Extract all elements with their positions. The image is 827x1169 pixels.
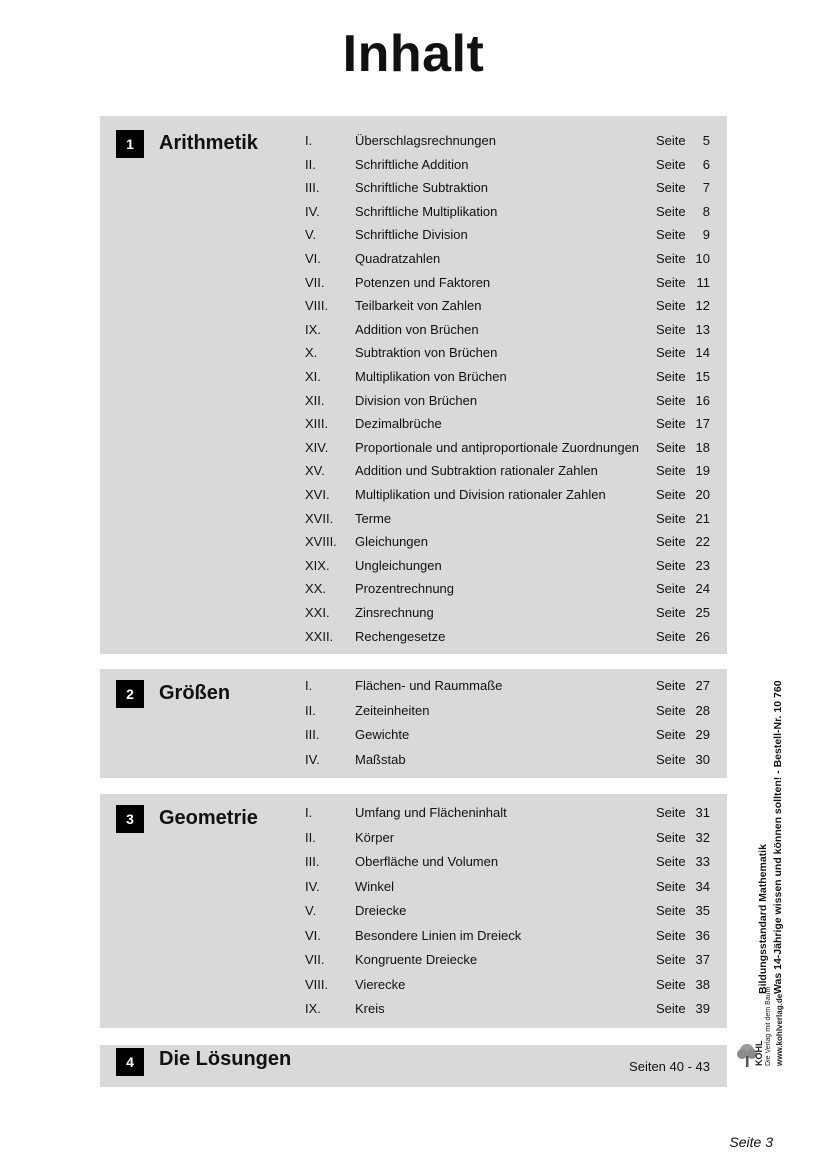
publisher-website: www.kohlverlag.de bbox=[775, 993, 784, 1066]
entry-number: VIII. bbox=[305, 298, 329, 314]
section-title: Größen bbox=[159, 682, 231, 704]
entry-seite-label: Seite bbox=[656, 854, 686, 869]
entry-topic: Addition und Subtraktion rationaler Zahlen bbox=[355, 463, 598, 479]
entry-topic: Schriftliche Multiplikation bbox=[355, 203, 498, 219]
entry-seite-label: Seite bbox=[656, 298, 686, 314]
entry-topic: Prozentrechnung bbox=[355, 581, 455, 597]
entry-number: IX. bbox=[305, 1001, 321, 1016]
entry-seite-label: Seite bbox=[656, 702, 686, 718]
entry-topic: Gleichungen bbox=[355, 534, 428, 550]
entry-seite-label: Seite bbox=[656, 227, 686, 243]
entry-topic: Kongruente Dreiecke bbox=[355, 952, 478, 967]
toc-entry bbox=[100, 320, 727, 340]
entry-page-number: 27 bbox=[695, 678, 710, 693]
entry-number: VI. bbox=[305, 251, 321, 266]
entry-page-number: 8 bbox=[702, 203, 710, 219]
entry-page-number: 25 bbox=[695, 605, 710, 620]
entry-seite-label: Seite bbox=[656, 751, 686, 767]
entry-number: VIII. bbox=[305, 976, 329, 992]
toc-entry bbox=[100, 273, 727, 293]
entry-topic: Multiplikation von Brüchen bbox=[355, 369, 507, 384]
toc-section bbox=[100, 669, 727, 778]
entry-topic: Gewichte bbox=[355, 727, 410, 742]
toc-entry bbox=[100, 485, 727, 505]
section-number-badge: 2 bbox=[116, 680, 144, 708]
entry-page-number: 26 bbox=[695, 628, 710, 644]
entry-number: V. bbox=[305, 227, 317, 243]
publisher-name: KOHL bbox=[754, 1040, 764, 1066]
entry-number: II. bbox=[305, 156, 316, 172]
toc-entry bbox=[100, 414, 727, 434]
entry-number: II. bbox=[305, 702, 316, 718]
entry-seite-label: Seite bbox=[656, 133, 686, 148]
entry-number: III. bbox=[305, 727, 320, 742]
section-number-badge: 1 bbox=[116, 130, 144, 158]
entry-topic: Terme bbox=[355, 510, 392, 526]
entry-page-number: 21 bbox=[695, 510, 710, 526]
entry-number: I. bbox=[305, 678, 313, 693]
entry-number: I. bbox=[305, 805, 313, 820]
entry-topic: Umfang und Flächeninhalt bbox=[355, 805, 507, 820]
entry-page-number: 23 bbox=[695, 557, 710, 573]
entry-page-number: 19 bbox=[695, 463, 710, 479]
entry-number: XIV. bbox=[305, 439, 329, 455]
entry-topic: Maßstab bbox=[355, 751, 406, 767]
toc-entry bbox=[100, 877, 727, 897]
entry-page-number: 37 bbox=[695, 952, 710, 967]
toc-entry bbox=[100, 999, 727, 1019]
toc-entry bbox=[100, 391, 727, 411]
entry-page-number: 7 bbox=[702, 180, 710, 196]
entry-page-number: 24 bbox=[695, 581, 710, 597]
toc-entry bbox=[100, 579, 727, 599]
entry-topic: Winkel bbox=[355, 878, 395, 894]
entry-topic: Dreiecke bbox=[355, 903, 407, 918]
entry-page-number: 28 bbox=[695, 702, 710, 718]
entry-seite-label: Seite bbox=[656, 878, 686, 894]
entry-seite-label: Seite bbox=[656, 439, 686, 455]
entry-number: II. bbox=[305, 829, 316, 845]
entry-number: VII. bbox=[305, 952, 325, 967]
page-title: Inhalt bbox=[342, 25, 485, 83]
entry-seite-label: Seite bbox=[656, 678, 686, 693]
entry-seite-label: Seite bbox=[656, 605, 686, 620]
toc-entry bbox=[100, 296, 727, 316]
entry-seite-label: Seite bbox=[656, 534, 686, 550]
section-number-badge: 4 bbox=[116, 1048, 144, 1076]
toc-entry bbox=[100, 225, 727, 245]
entry-seite-label: Seite bbox=[656, 557, 686, 573]
entry-number: III. bbox=[305, 180, 320, 196]
entry-page-number: 13 bbox=[695, 321, 710, 337]
entry-number: XXI. bbox=[305, 605, 330, 620]
entry-page-number: 29 bbox=[695, 727, 710, 742]
entry-page-number: 9 bbox=[702, 227, 710, 243]
entry-topic: Teilbarkeit von Zahlen bbox=[355, 298, 482, 314]
entry-number: X. bbox=[305, 345, 318, 361]
entry-page-number: 33 bbox=[695, 854, 710, 869]
entry-topic: Oberfläche und Volumen bbox=[355, 854, 499, 869]
publisher-logo bbox=[735, 986, 795, 1072]
entry-topic: Dezimalbrüche bbox=[355, 416, 442, 432]
entry-number: XII. bbox=[305, 392, 325, 408]
publisher-sidebar bbox=[735, 648, 795, 1073]
entry-page-number: 34 bbox=[695, 878, 710, 894]
entry-page-number: 11 bbox=[696, 274, 710, 290]
entry-topic: Zeiteinheiten bbox=[355, 702, 430, 718]
entry-number: III. bbox=[305, 854, 320, 869]
entry-page-number: 31 bbox=[695, 805, 710, 820]
entry-topic: Rechengesetze bbox=[355, 628, 446, 644]
entry-seite-label: Seite bbox=[656, 156, 686, 172]
entry-seite-label: Seite bbox=[656, 976, 686, 992]
entry-seite-label: Seite bbox=[656, 952, 686, 967]
toc-entry bbox=[100, 343, 727, 363]
entry-topic: Kreis bbox=[355, 1001, 385, 1016]
toc-entry bbox=[100, 901, 727, 921]
toc-section bbox=[100, 1045, 727, 1087]
entry-topic: Addition von Brüchen bbox=[355, 321, 479, 337]
entry-number: XIX. bbox=[305, 557, 330, 573]
entry-number: IV. bbox=[305, 751, 320, 767]
section-title: Die Lösungen bbox=[159, 1048, 292, 1070]
entry-page-number: 14 bbox=[695, 345, 710, 361]
entry-number: XI. bbox=[305, 369, 321, 384]
entry-topic: Flächen- und Raummaße bbox=[355, 678, 503, 693]
entry-topic: Körper bbox=[355, 829, 395, 845]
entry-seite-label: Seite bbox=[656, 251, 686, 266]
toc-entry bbox=[100, 178, 727, 198]
entry-seite-label: Seite bbox=[656, 727, 686, 742]
entry-number: XVII. bbox=[305, 510, 334, 526]
entry-seite-label: Seite bbox=[656, 463, 686, 479]
entry-seite-label: Seite bbox=[656, 829, 686, 845]
entry-page-number: 5 bbox=[702, 133, 710, 148]
entry-topic: Potenzen und Faktoren bbox=[355, 274, 491, 290]
entry-seite-label: Seite bbox=[656, 628, 686, 644]
entry-topic: Schriftliche Addition bbox=[355, 156, 469, 172]
entry-number: IX. bbox=[305, 321, 321, 337]
entry-number: XVIII. bbox=[305, 534, 337, 550]
entry-seite-label: Seite bbox=[656, 321, 686, 337]
publisher-tagline: Die Verlag mit dem Baum bbox=[765, 986, 772, 1066]
toc-entry bbox=[100, 438, 727, 458]
toc-entry bbox=[100, 509, 727, 529]
toc-entry bbox=[100, 926, 727, 946]
sidebar-text bbox=[735, 648, 795, 998]
toc-entry bbox=[100, 461, 727, 481]
sidebar-book-subtitle: Was 14-Jährige wissen und können sollten! - Bestell-Nr. 10 760 bbox=[772, 680, 784, 994]
entry-page-number: 18 bbox=[695, 439, 710, 455]
toc-entry bbox=[100, 627, 727, 647]
section-title: Arithmetik bbox=[159, 132, 258, 154]
entry-page-number: 22 bbox=[695, 534, 710, 550]
entry-number: XXII. bbox=[305, 628, 334, 644]
entry-page-number: 36 bbox=[695, 927, 710, 943]
entry-topic: Quadratzahlen bbox=[355, 251, 441, 266]
entry-seite-label: Seite bbox=[656, 180, 686, 196]
toc-entry bbox=[100, 202, 727, 222]
toc-entry bbox=[100, 975, 727, 995]
entry-topic: Division von Brüchen bbox=[355, 392, 478, 408]
entry-page-number: 30 bbox=[695, 751, 710, 767]
page-number: Seite 3 bbox=[729, 1134, 773, 1150]
entry-seite-label: Seite bbox=[656, 927, 686, 943]
section-number-badge: 3 bbox=[116, 805, 144, 833]
toc-entry bbox=[100, 532, 727, 552]
entry-page-number: 17 bbox=[695, 416, 710, 432]
entry-seite-label: Seite bbox=[656, 369, 686, 384]
entry-page-number: 16 bbox=[695, 392, 710, 408]
entry-seite-label: Seite bbox=[656, 1001, 686, 1016]
entry-page-number: 15 bbox=[695, 369, 710, 384]
entry-number: V. bbox=[305, 903, 317, 918]
entry-seite-label: Seite bbox=[656, 487, 686, 502]
toc-entry bbox=[100, 803, 727, 823]
toc-entry bbox=[100, 725, 727, 745]
entry-page-number: 10 bbox=[695, 251, 710, 266]
entry-page-number: 6 bbox=[702, 156, 710, 172]
entry-seite-label: Seite bbox=[656, 203, 686, 219]
entry-page-number: 12 bbox=[695, 298, 710, 314]
entry-number: XVI. bbox=[305, 487, 330, 502]
entry-topic: Zinsrechnung bbox=[355, 605, 434, 620]
toc-entry bbox=[100, 556, 727, 576]
entry-seite-label: Seite bbox=[656, 903, 686, 918]
toc-entry bbox=[100, 828, 727, 848]
entry-topic: Schriftliche Division bbox=[355, 227, 468, 243]
entry-number: XX. bbox=[305, 581, 326, 597]
entry-number: XIII. bbox=[305, 416, 329, 432]
toc-entry bbox=[100, 701, 727, 721]
entry-number: IV. bbox=[305, 203, 320, 219]
entry-number: VII. bbox=[305, 274, 325, 290]
section-title: Geometrie bbox=[159, 807, 258, 829]
toc-entry bbox=[100, 750, 727, 770]
entry-number: IV. bbox=[305, 878, 320, 894]
entry-page-number: 32 bbox=[695, 829, 710, 845]
entry-seite-label: Seite bbox=[656, 345, 686, 361]
toc-entry bbox=[100, 367, 727, 387]
toc-section bbox=[100, 794, 727, 1028]
entry-topic: Besondere Linien im Dreieck bbox=[355, 927, 522, 943]
entry-number: VI. bbox=[305, 927, 321, 943]
entry-page-number: 38 bbox=[695, 976, 710, 992]
toc-entry bbox=[100, 155, 727, 175]
entry-page-number: 35 bbox=[695, 903, 710, 918]
toc-entry bbox=[100, 852, 727, 872]
section-page-range: Seiten 40 - 43 bbox=[629, 1059, 710, 1074]
entry-number: XV. bbox=[305, 463, 325, 479]
toc-section bbox=[100, 116, 727, 654]
entry-seite-label: Seite bbox=[656, 274, 686, 290]
entry-topic: Schriftliche Subtraktion bbox=[355, 180, 488, 196]
entry-topic: Überschlagsrechnungen bbox=[355, 133, 496, 148]
entry-topic: Proportionale und antiproportionale Zuordnungen bbox=[355, 439, 640, 455]
entry-seite-label: Seite bbox=[656, 581, 686, 597]
entry-seite-label: Seite bbox=[656, 805, 686, 820]
entry-number: I. bbox=[305, 133, 313, 148]
entry-topic: Vierecke bbox=[355, 976, 406, 992]
entry-topic: Subtraktion von Brüchen bbox=[355, 345, 498, 361]
toc-entry bbox=[100, 603, 727, 623]
toc-entry bbox=[100, 950, 727, 970]
entry-topic: Ungleichungen bbox=[355, 557, 442, 573]
entry-page-number: 39 bbox=[695, 1001, 710, 1016]
sidebar-book-title: Bildungsstandard Mathematik bbox=[757, 844, 769, 994]
entry-seite-label: Seite bbox=[656, 510, 686, 526]
entry-page-number: 20 bbox=[695, 487, 710, 502]
toc-entry bbox=[100, 676, 727, 696]
entry-topic: Multiplikation und Division rationaler Zahlen bbox=[355, 487, 606, 502]
entry-seite-label: Seite bbox=[656, 392, 686, 408]
toc-entry bbox=[100, 249, 727, 269]
entry-seite-label: Seite bbox=[656, 416, 686, 432]
toc-entry bbox=[100, 131, 727, 151]
